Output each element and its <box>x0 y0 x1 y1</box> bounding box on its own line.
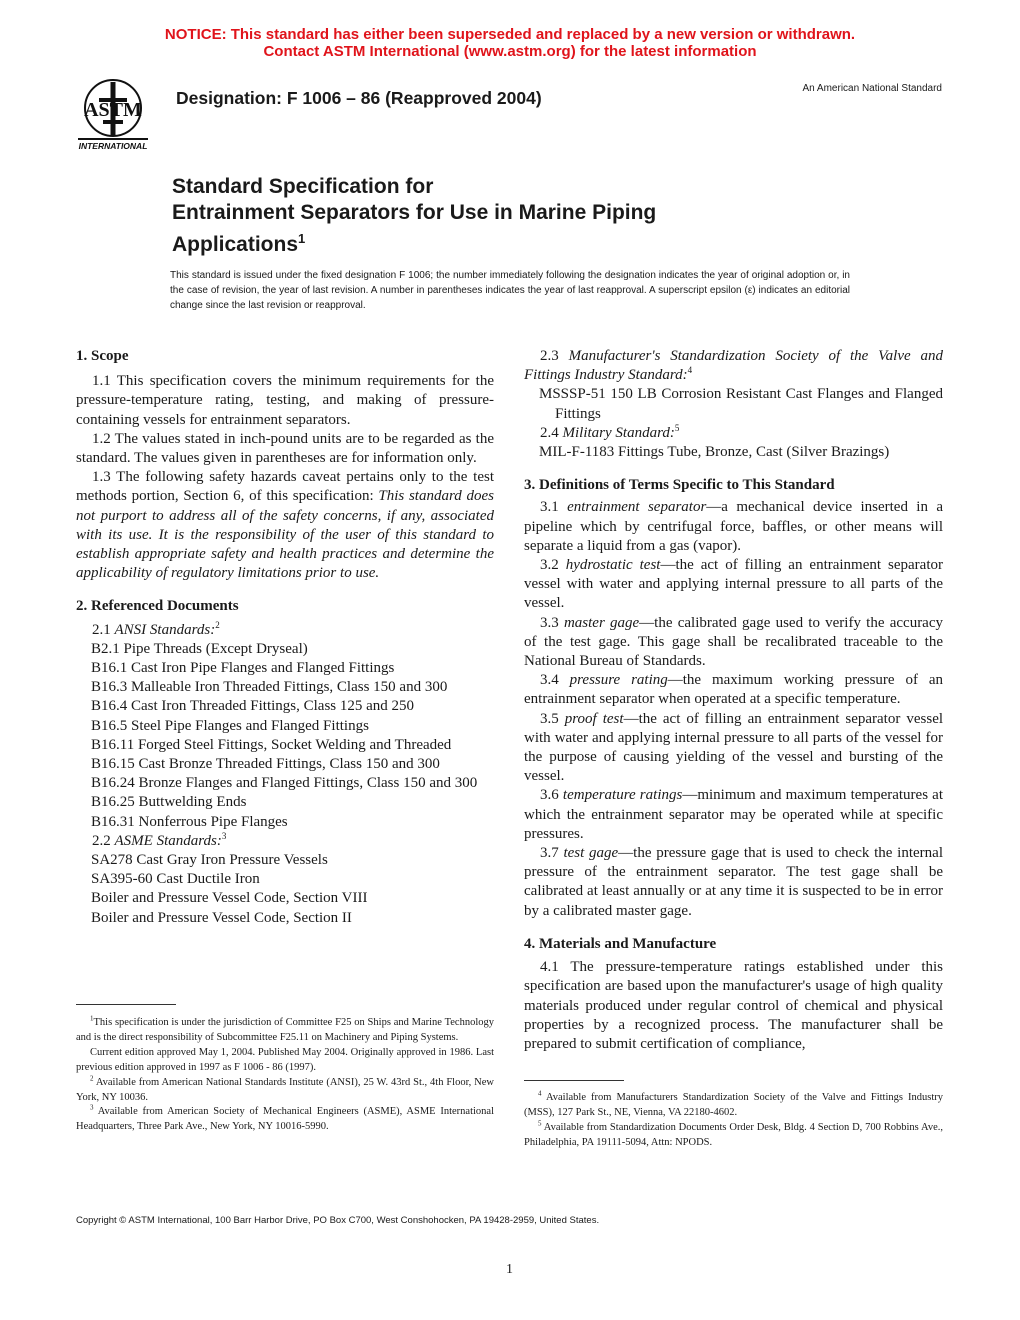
definition-3-4: 3.4 pressure rating—the maximum working pressure of an entrainment separator when operated at a specific temperature. <box>524 672 943 708</box>
paragraph-4-1: 4.1 The pressure-temperature ratings established under this specification are based upon the manufacturer's usage of high quality materials produced under regular control of chemical and physical properties by a recognized process. The manufacturer shall be prepared to submit certification of compliance, <box>524 959 943 1052</box>
reference-item: B16.4 Cast Iron Threaded Fittings, Class 125 and 250 <box>91 698 415 715</box>
logo-subtext: INTERNATIONAL <box>78 141 148 151</box>
reference-item: MSSSP-51 150 LB Corrosion Resistant Cast Flanges and Flanged Fittings <box>539 386 943 422</box>
footnote-rule-right <box>524 1080 624 1081</box>
definition-3-3: 3.3 master gage—the calibrated gage used to verify the accuracy of the test gage. This gage shall be recalibrated traceable to the National Bureau of Standards. <box>524 614 943 670</box>
reference-item: B16.3 Malleable Iron Threaded Fittings, Class 150 and 300 <box>91 679 448 696</box>
logo-text: ASTM <box>84 99 142 121</box>
reference-item: B16.25 Buttwelding Ends <box>91 794 247 811</box>
subsection-2-2: 2.2 ASME Standards:$^3$ <box>92 830 227 849</box>
definition-3-7: 3.7 test gage—the pressure gage that is used to check the internal pressure of the entrainment separator. The test gage shall be calibrated at least annually or at any time it is suspected to be in error by a calibrated master gage. <box>524 845 943 919</box>
astm-logo-icon <box>66 76 160 152</box>
paragraph-1-3: 1.3 The following safety hazards caveat pertains only to the test methods portion, Section 6, of this specification: This standard does not purport to address all of the safety concerns, if any, associated with its use. It is the responsibility of the user of this standard to establish appropriate safety and health practices and determine the applicability of regulatory limitations prior to use. <box>76 469 494 582</box>
reference-item: Boiler and Pressure Vessel Code, Section II <box>91 909 352 926</box>
reference-item: B16.5 Steel Pipe Flanges and Flanged Fittings <box>91 717 369 734</box>
page-number: 1 <box>506 1262 513 1277</box>
definition-3-6: 3.6 temperature ratings—minimum and maximum temperatures at which the entrainment separator may be operated while at specific pressures. <box>524 787 944 842</box>
footnote-1: $^1$This specification is under the jurisdiction of Committee F25 on Ships and Marine Technology and is the direct responsibility of Subcommittee F25.11 on Machinery and Piping Systems. <box>76 1014 494 1043</box>
reference-item: SA395-60 Cast Ductile Iron <box>91 871 260 888</box>
subsection-2-1: 2.1 ANSI Standards:$^2$ <box>92 619 220 638</box>
reference-item: B16.11 Forged Steel Fittings, Socket Welding and Threaded <box>91 736 452 753</box>
astm-logo <box>66 76 160 152</box>
reference-item: B2.1 Pipe Threads (Except Dryseal) <box>91 640 308 657</box>
reference-item: B16.15 Cast Bronze Threaded Fittings, Class 150 and 300 <box>91 756 440 773</box>
designation: Designation: F 1006 – 86 (Reapproved 2004) <box>176 88 542 108</box>
definition-3-5: 3.5 proof test—the act of filling an entrainment separator vessel with water and applying internal pressure to all parts of the vessel for the purpose of causing yielding of the vessel and bursting of the vessel. <box>524 710 944 785</box>
footnotes-left <box>76 1016 494 1135</box>
paragraph-1-1: 1.1 This specification covers the minimum requirements for the pressure-temperature rating, testing, and making of pressure-containing vessels for entrainment separators. <box>76 373 494 428</box>
preamble: This standard is issued under the fixed designation F 1006; the number immediately following the designation indicates the year of original adoption or, in the case of revision, the year of last revision. A number in parentheses indicates the year of last reapproval. A superscript epsilon (ε) indicates an editorial change since the last revision or reapproval. <box>170 270 850 311</box>
reference-item: SA278 Cast Gray Iron Pressure Vessels <box>91 852 328 869</box>
section-4-heading: 4. Materials and Manufacture <box>524 935 717 952</box>
footnote-5: $^5$ Available from Standardization Documents Order Desk, Bldg. 4 Section D, 700 Robbins Ave., Philadelphia, PA 19111-5094, Attn: NPODS. <box>524 1119 944 1148</box>
title-line-3: Applications$^1$ <box>172 231 306 256</box>
footnotes-right <box>524 1091 943 1151</box>
definition-3-1: 3.1 entrainment separator—a mechanical device inserted in a pipeline which by centrifugal force, baffles, or other means will separate a liquid from a gas (vapor). <box>524 499 943 554</box>
american-national-standard-label: An American National Standard <box>802 83 942 94</box>
left-column <box>76 347 494 928</box>
section-1-heading: 1. Scope <box>76 348 129 364</box>
copyright: Copyright © ASTM International, 100 Barr Harbor Drive, PO Box C700, West Conshohocken, PA 19428-2959, United States. <box>76 1215 600 1226</box>
reference-item: Boiler and Pressure Vessel Code, Section VIII <box>91 890 368 907</box>
footnote-2: $^2$ Available from American National Standards Institute (ANSI), 25 W. 43rd St., 4th Floor, New York, NY 10036. <box>76 1074 495 1103</box>
footnote-rule-left <box>76 1004 176 1005</box>
reference-item: B16.24 Bronze Flanges and Flanged Fittings, Class 150 and 300 <box>91 775 478 792</box>
reference-item: MIL-F-1183 Fittings Tube, Bronze, Cast (Silver Brazings) <box>539 444 890 461</box>
notice-line-1: NOTICE: This standard has either been superseded and replaced by a new version or withdrawn. <box>164 26 856 43</box>
footnote-4: $^4$ Available from Manufacturers Standardization Society of the Valve and Fittings Industry (MSS), 127 Park St., NE, Vienna, VA 22180-4602. <box>524 1089 943 1118</box>
footnote-3: $^3$ Available from American Society of Mechanical Engineers (ASME), ASME International Headquarters, Three Park Ave., New York, NY 10016-5990. <box>76 1103 494 1133</box>
asme-reference-list <box>76 851 494 928</box>
definitions-list <box>524 498 943 920</box>
reference-item: B16.31 Nonferrous Pipe Flanges <box>91 813 288 830</box>
paragraph-1-2: 1.2 The values stated in inch-pound units are to be regarded as the standard. The values given in parentheses are for information only. <box>76 430 494 467</box>
supersession-notice <box>0 26 1020 60</box>
notice-line-2: Contact ASTM International (www.astm.org) for the latest information <box>263 43 757 60</box>
document-title <box>172 174 656 258</box>
section-3-heading: 3. Definitions of Terms Specific to This Standard <box>524 477 835 494</box>
section-2-heading: 2. Referenced Documents <box>76 598 239 615</box>
definition-3-2: 3.2 hydrostatic test—the act of filling an entrainment separator vessel with water and applying internal pressure to all parts of the vessel. <box>524 557 943 612</box>
title-line-2: Entrainment Separators for Use in Marine Piping <box>172 201 657 224</box>
title-footnote-ref: 1 <box>298 231 306 246</box>
title-line-1: Standard Specification for <box>172 175 434 198</box>
reference-item: B16.1 Cast Iron Pipe Flanges and Flanged Fittings <box>91 660 395 677</box>
ansi-reference-list <box>76 640 494 832</box>
subsection-2-3: 2.3 Manufacturer's Standardization Society of the Valve and Fittings Industry Standard:$^4$ <box>524 348 943 384</box>
subsection-2-4: 2.4 Military Standard:$^5$ <box>540 422 680 441</box>
right-column <box>524 347 943 1054</box>
footnote-1-edition: Current edition approved May 1, 2004. Published May 2004. Originally approved in 1986. Last previous edition approved in 1997 as F 1006 - 86 (1997). <box>76 1046 494 1073</box>
